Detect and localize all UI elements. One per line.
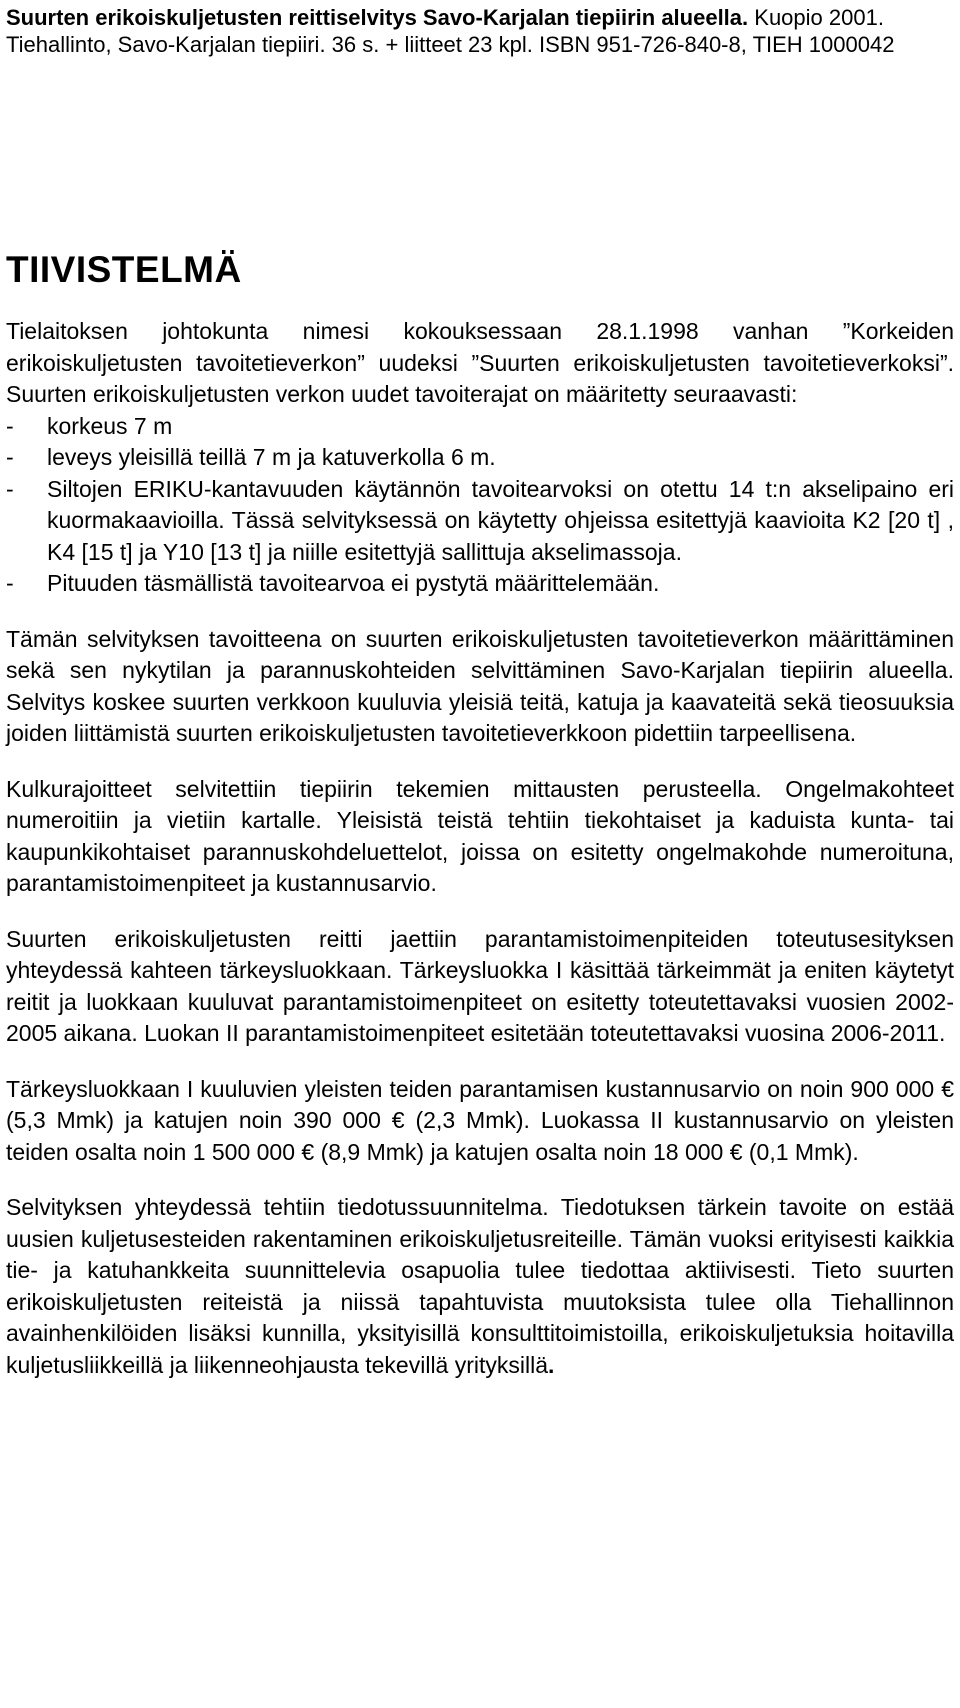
communication-plan-text: Selvityksen yhteydessä tehtiin tiedotussuunnitelma. Tiedotuksen tärkein tavoite on estää uusien kuljetusesteiden rakentaminen erikoiskuljetusreiteille. Tämän vuoksi erityisesti kaikkia tie- ja katuhankkeita suunnittelevia osapuolia tulee tiedottaa aktiivisesti. Tieto suurten erikoiskuljetusten reiteistä ja niissä tapahtuvista muutoksista tulee olla Tiehallinnon avainhenkilöiden lisäksi kunnilla, yksityisillä konsulttitoimistoilla, erikoiskuljetuksia hoitavilla kuljetusliikkeillä ja liikenneohjausta tekevillä yrityksillä — [6, 1194, 954, 1378]
list-item-text: korkeus 7 m — [47, 412, 173, 439]
document-page — [6, 0, 954, 1381]
list-item-text: leveys yleisillä teillä 7 m ja katuverkolla 6 m. — [47, 444, 496, 470]
list-dash: - — [6, 444, 14, 470]
bibliographic-header — [6, 4, 954, 58]
list-item — [6, 442, 954, 474]
list-item — [6, 568, 954, 600]
list-item-text: Pituuden täsmällistä tavoitearvoa ei pystytä määrittelemään. — [47, 570, 660, 596]
list-item-text: Siltojen ERIKU-kantavuuden käytännön tavoitearvoksi on otettu 14 t:n akselipaino eri kuormakaavioilla. Tässä selvityksessä on käytetty ohjeissa esitettyjä kaavioita K2 [20 t] , K4 [15 t] ja Y10 [13 t] ja niille esitettyjä sallittuja akselimassoja. — [47, 475, 954, 565]
header-line-2: Tiehallinto, Savo-Karjalan tiepiiri. 36 s. + liitteet 23 kpl. ISBN 951-726-840-8, TIEH 1000042 — [6, 32, 895, 57]
paragraph-cost-estimate: Tärkeysluokkaan I kuuluvien yleisten teiden parantamisen kustannusarvio on noin 900 000 € (5,3 Mmk) ja katujen noin 390 000 € (2,3 Mmk). Luokassa II kustannusarvio on yleisten teiden osalta noin 1 500 000 € (8,9 Mmk) ja katujen osalta noin 18 000 € (0,1 Mmk). — [6, 1075, 954, 1165]
list-dash: - — [6, 475, 14, 502]
list-dash: - — [6, 412, 14, 439]
header-line-1 — [6, 4, 954, 31]
section-heading: TIIVISTELMÄ — [6, 249, 242, 290]
list-dash: - — [6, 570, 14, 596]
paragraph-end-mark: . — [548, 1351, 555, 1378]
list-item — [6, 474, 954, 569]
intro-paragraph: Tielaitoksen johtokunta nimesi kokouksessaan 28.1.1998 vanhan ”Korkeiden erikoiskuljetusten tavoitetieverkon” uudeksi ”Suurten erikoiskuljetusten tavoitetieverkoksi”. Suurten erikoiskuljetusten verkon uudet tavoiterajat on määritetty seuraavasti: — [6, 318, 954, 407]
report-place-year: Kuopio 2001. — [748, 5, 884, 30]
paragraph-priority-classes: Suurten erikoiskuljetusten reitti jaettiin parantamistoimenpiteiden toteutusesityksen yhteydessä kahteen tärkeysluokkaan. Tärkeysluokka I käsittää tärkeimmät ja eniten käytetyt reitit ja luokkaan kuuluvat parantamistoimenpiteet on esitetty toteutettavaksi vuosien 2002-2005 aikana. Luokan II parantamistoimenpiteet esitetään toteutettavaksi vuosina 2006-2011. — [6, 925, 954, 1046]
target-limits-list — [6, 411, 954, 600]
list-item — [6, 411, 954, 443]
paragraph-restrictions: Kulkurajoitteet selvitettiin tiepiirin tekemien mittausten perusteella. Ongelmakohteet numeroitiin ja vietiin kartalle. Yleisistä teistä tehtiin tiekohtaiset ja kaduista kunta- tai kaupunkikohtaiset parannuskohdeluettelot, joissa on esitetty ongelmakohde numeroituna, parantamistoimenpiteet ja kustannusarvio. — [6, 775, 954, 896]
paragraph-objective: Tämän selvityksen tavoitteena on suurten erikoiskuljetusten tavoitetieverkon määrittäminen sekä sen nykytilan ja parannuskohteiden selvittäminen Savo-Karjalan tiepiirin alueella. Selvitys koskee suurten verkkoon kuuluvia yleisiä teitä, katuja ja kaavateitä sekä tieosuuksia joiden liittämistä suurten erikoiskuljetusten tavoitetieverkkoon pidettiin tarpeellisena. — [6, 625, 954, 746]
paragraph-communication-plan — [6, 1192, 954, 1381]
report-title: Suurten erikoiskuljetusten reittiselvitys Savo-Karjalan tiepiirin alueella. — [6, 5, 749, 30]
